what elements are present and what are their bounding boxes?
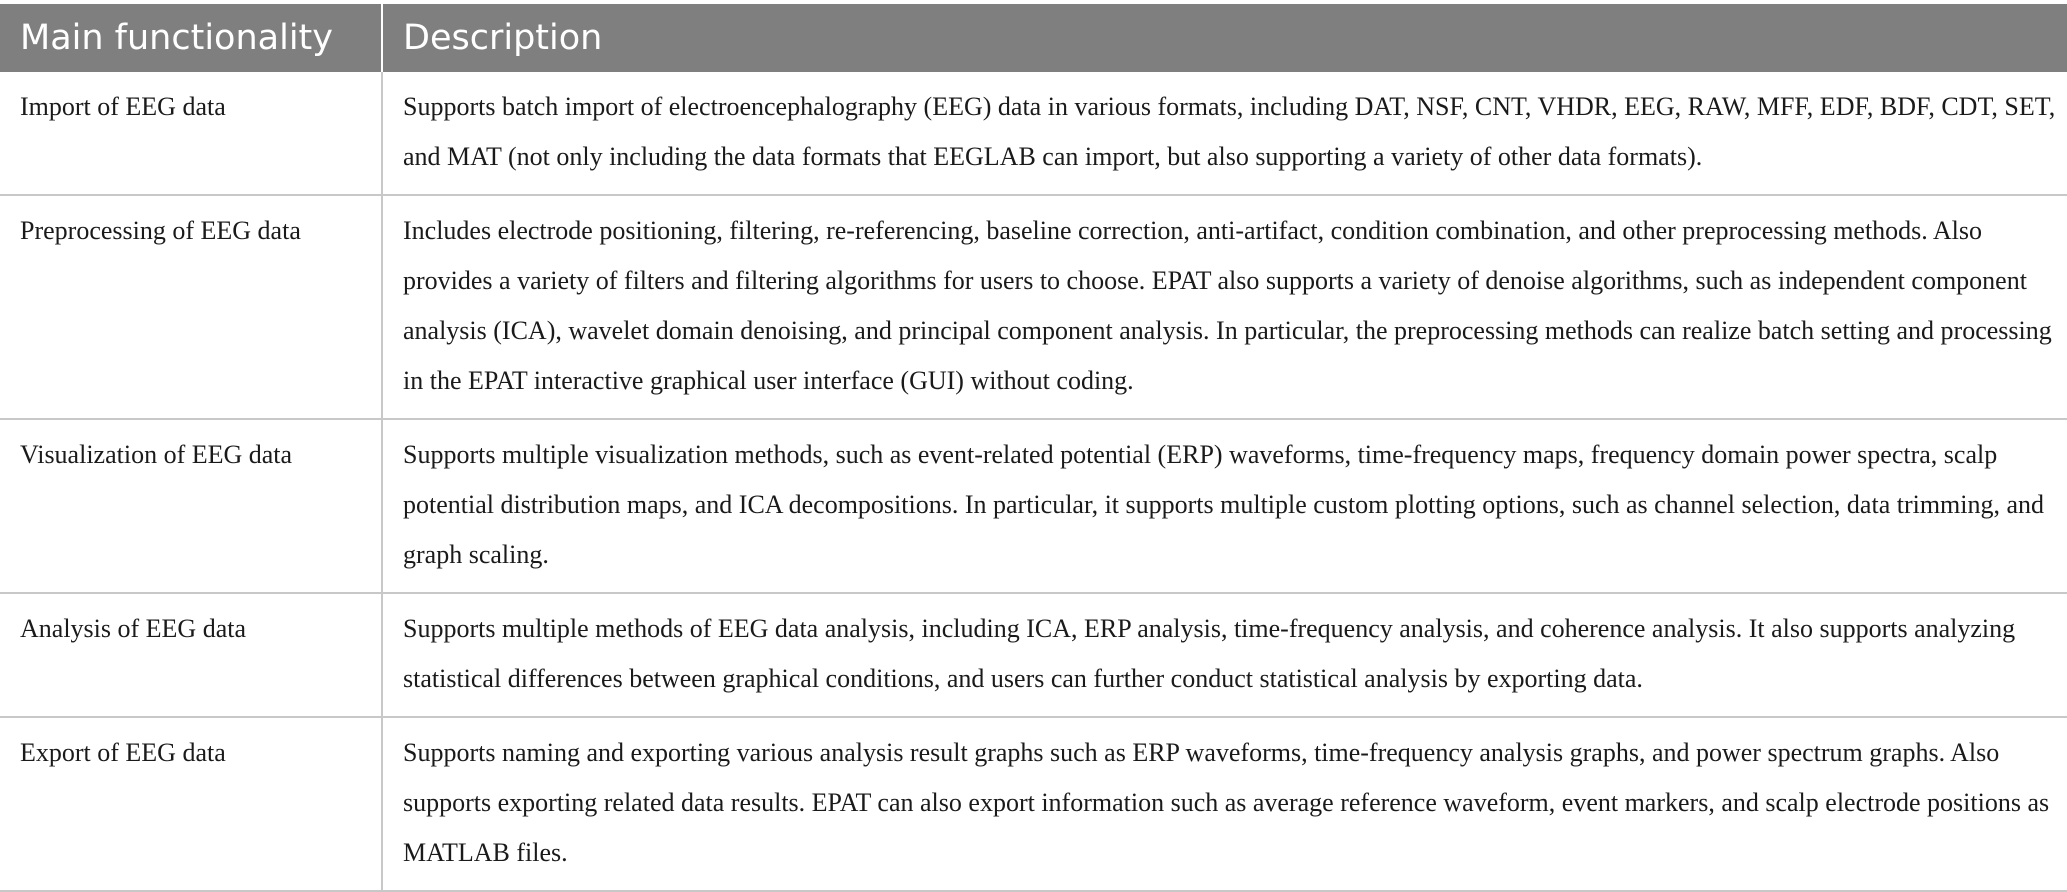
functionality-cell: Preprocessing of EEG data — [0, 195, 382, 419]
description-cell: Supports multiple methods of EEG data analysis, including ICA, ERP analysis, time-frequency analysis, and coherence analysis. It also supports analyzing statistical differences between graphical conditions, and users can further conduct statistical analysis by exporting data. — [382, 593, 2067, 717]
table-row — [0, 593, 2067, 717]
header-description: Description — [382, 4, 2067, 72]
functionality-cell: Import of EEG data — [0, 72, 382, 195]
table-row — [0, 72, 2067, 195]
description-cell: Includes electrode positioning, filtering, re-referencing, baseline correction, anti-artifact, condition combination, and other preprocessing methods. Also provides a variety of filters and filtering algorithms for users to choose. EPAT also supports a variety of denoise algorithms, such as independent component analysis (ICA), wavelet domain denoising, and principal component analysis. In particular, the preprocessing methods can realize batch setting and processing in the EPAT interactive graphical user interface (GUI) without coding. — [382, 195, 2067, 419]
functionality-table-container — [0, 4, 2067, 892]
functionality-cell: Visualization of EEG data — [0, 419, 382, 593]
functionality-cell: Export of EEG data — [0, 717, 382, 891]
table-header-row — [0, 4, 2067, 72]
table-row — [0, 195, 2067, 419]
description-cell: Supports multiple visualization methods, such as event-related potential (ERP) waveforms, time-frequency maps, frequency domain power spectra, scalp potential distribution maps, and ICA decompositions. In particular, it supports multiple custom plotting options, such as channel selection, data trimming, and graph scaling. — [382, 419, 2067, 593]
functionality-cell: Analysis of EEG data — [0, 593, 382, 717]
table-row — [0, 419, 2067, 593]
table-row — [0, 717, 2067, 891]
description-cell: Supports naming and exporting various analysis result graphs such as ERP waveforms, time-frequency analysis graphs, and power spectrum graphs. Also supports exporting related data results. EPAT can also export information such as average reference waveform, event markers, and scalp electrode positions as MATLAB files. — [382, 717, 2067, 891]
description-cell: Supports batch import of electroencephalography (EEG) data in various formats, including DAT, NSF, CNT, VHDR, EEG, RAW, MFF, EDF, BDF, CDT, SET, and MAT (not only including the data formats that EEGLAB can import, but also supporting a variety of other data formats). — [382, 72, 2067, 195]
header-main-functionality: Main functionality — [0, 4, 382, 72]
functionality-table — [0, 4, 2067, 892]
